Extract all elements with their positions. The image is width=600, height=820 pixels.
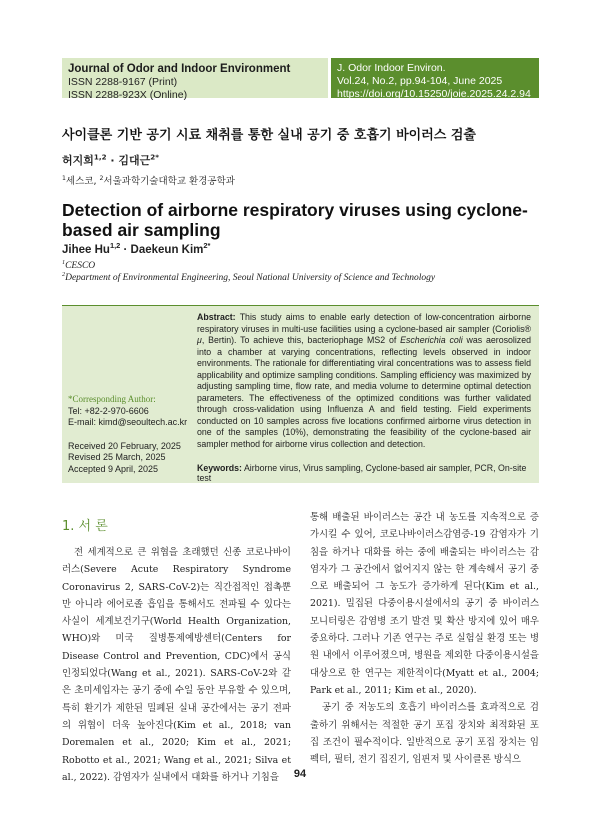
korean-aff2: 서울과학기술대학교 환경공학과: [103, 176, 235, 187]
english-author-2-sup: 2*: [203, 241, 211, 251]
section-heading-introduction: 1. 서 론: [62, 519, 108, 534]
korean-aff1-sup: 1: [62, 174, 66, 182]
issn-online: ISSN 2288-923X (Online): [68, 89, 188, 101]
korean-title: 사이클론 기반 공기 시료 채취를 통한 실내 공기 중 호흡기 바이러스 검출: [62, 128, 476, 143]
abstract-species: Escherichia coli: [400, 335, 463, 345]
tel: Tel: +82-2-970-6606: [68, 405, 149, 416]
english-author-1: Jihee Hu: [62, 244, 110, 256]
english-title: Detection of airborne respiratory viruses using cyclone-based air sampling: [62, 200, 528, 240]
keywords-label: Keywords:: [197, 463, 242, 473]
abstract-text: [197, 312, 531, 450]
abstract-part-1: This study aims to enable early detection of low-concentration airborne respiratory viruses in multi-use facilities using a cyclone-based air sampler (Coriolis®: [197, 312, 531, 334]
english-aff-2: [62, 272, 435, 284]
article-info: [68, 394, 203, 475]
english-aff1-sup: 1: [62, 259, 66, 266]
revised-date: Revised 25 March, 2025: [68, 452, 166, 462]
keywords-list: Airborne virus, Virus sampling, Cyclone-based air sampler, PCR, On-site test: [197, 463, 527, 483]
korean-authors: [62, 152, 159, 168]
body-column-left: 전 세계적으로 큰 위협을 초래했던 신종 코로나바이러스(Severe Acute Respiratory Syndrome Coronavirus 2, SARS-CoV-2)는 직간접적인 접촉뿐만 아니라 에어로졸 흡입을 통해서도 전파될 수 있다는 사실이 세계보건기구(World Health Organization, WHO)와 미국 질병통제예방센터(Centers for Disease Control and Prevention, CDC)에서 공식 인정되었다(Wang et al., 2021). SARS-CoV-2와 같은 초미세입자는 공기 중에 수일 동안 부유할 수 있으며, 특히 환기가 제한된 밀폐된 실내 공간에서는 공기 전파의 위협이 더욱 높아진다(Kim et al., 2018; van Doremalen et al., 2020; Kim et al., 2021; Robotto et al., 2021; Wang et al., 2021; Silva et al., 2022). 감염자가 실내에서 대화를 하거나 기침을: [62, 547, 291, 783]
abstract-part-2: , Bertin). To achieve this, bacteriophage MS2 of: [201, 335, 401, 345]
journal-abbrev: J. Odor Indoor Environ.: [337, 62, 446, 74]
korean-author-1-sup: 1,2: [93, 152, 107, 162]
keywords: [197, 463, 531, 483]
korean-aff1: 세스코,: [65, 176, 100, 187]
body-column-right: [310, 509, 539, 768]
english-author-2: · Daekeun Kim: [120, 244, 204, 256]
korean-author-2-sup: 2*: [150, 152, 159, 162]
korean-author-1: 허지희: [62, 154, 94, 167]
english-aff2-sup: 2: [62, 271, 66, 278]
english-authors: [62, 241, 211, 256]
abstract-part-3: was aerosolized into a chamber at varying concentrations, reflecting levels observed in indoor environments. The rationale for differentiating viral concentrations was to assess field applicability and optimize sampling conditions. Sampling efficiency was maximized by adjusting sampling time, flow rate, and media volume to determine optimal detection parameters. The effectiveness of the optimized conditions was further validated through cross-validation using Influenza A and field testing. Field experiments conducted on 10 samples across five locations confirmed airborne virus detection in one of the samples (10%), demonstrating the feasibility of the cyclone-based air sampler method for airborne virus collection and detection.: [197, 335, 531, 449]
page-number: 94: [293, 768, 307, 780]
email[interactable]: E-mail: kimd@seoultech.ac.kr: [68, 417, 188, 427]
english-aff1: CESCO: [65, 261, 96, 271]
citation-block: [331, 58, 539, 98]
body-paragraph-continued: 통해 배출된 바이러스는 공간 내 농도를 지속적으로 증가시킬 수 있어, 코로나바이러스감염증-19 감염자가 기침을 하거나 대화를 하는 중에 배출되는 바이러스는 감염자가 그 공간에서 없어지지 않는 한 계속해서 공기 중으로 배출되어 그 농도가 증가하게 된다(Kim et al., 2021). 밀집된 다중이용시설에서의 공기 중 바이러스 모니터링은 감염병 조기 발견 및 확산 방지에 있어 매우 중요하다. 그러나 기존 연구는 주로 실험실 환경 또는 병원 내에서 이루어졌으며, 병원을 제외한 다중이용시설을 대상으로 한 연구는 제한적이다(Myatt et al., 2004; Park et al., 2011; Kim et al., 2020).: [310, 512, 539, 696]
english-author-1-sup: 1,2: [109, 241, 121, 251]
corresponding-label: *Corresponding Author:: [68, 394, 156, 404]
abstract-box: [62, 305, 539, 483]
volume-info: Vol.24, No.2, pp.94-104, June 2025: [337, 75, 503, 87]
received-date: Received 20 February, 2025: [68, 440, 181, 451]
english-aff2: Department of Environmental Engineering, Seoul National University of Science and Technology: [65, 273, 436, 283]
english-affiliations: [62, 260, 435, 284]
journal-name: Journal of Odor and Indoor Environment: [68, 63, 291, 75]
doi-link[interactable]: https://doi.org/10.15250/joie.2025.24.2.94: [337, 88, 531, 100]
abstract-mu: μ: [197, 335, 202, 345]
abstract-label: Abstract:: [197, 312, 236, 322]
korean-affiliations: [62, 173, 235, 187]
issn-print: ISSN 2288-9167 (Print): [68, 76, 178, 88]
english-aff-1: [62, 260, 435, 272]
accepted-date: Accepted 9 April, 2025: [68, 463, 159, 474]
korean-author-2: · 김대근: [106, 154, 151, 167]
journal-info-block: [62, 58, 328, 101]
korean-aff2-sup: 2: [99, 174, 104, 182]
body-paragraph-2: 공기 중 저농도의 호흡기 바이러스를 효과적으로 검출하기 위해서는 적절한 공기 포집 장치와 최적화된 포집 조건이 필수적이다. 일반적으로 공기 포집 장치는 임펙터, 필터, 전기 집진기, 임핀저 및 사이클론 방식으: [310, 702, 539, 766]
